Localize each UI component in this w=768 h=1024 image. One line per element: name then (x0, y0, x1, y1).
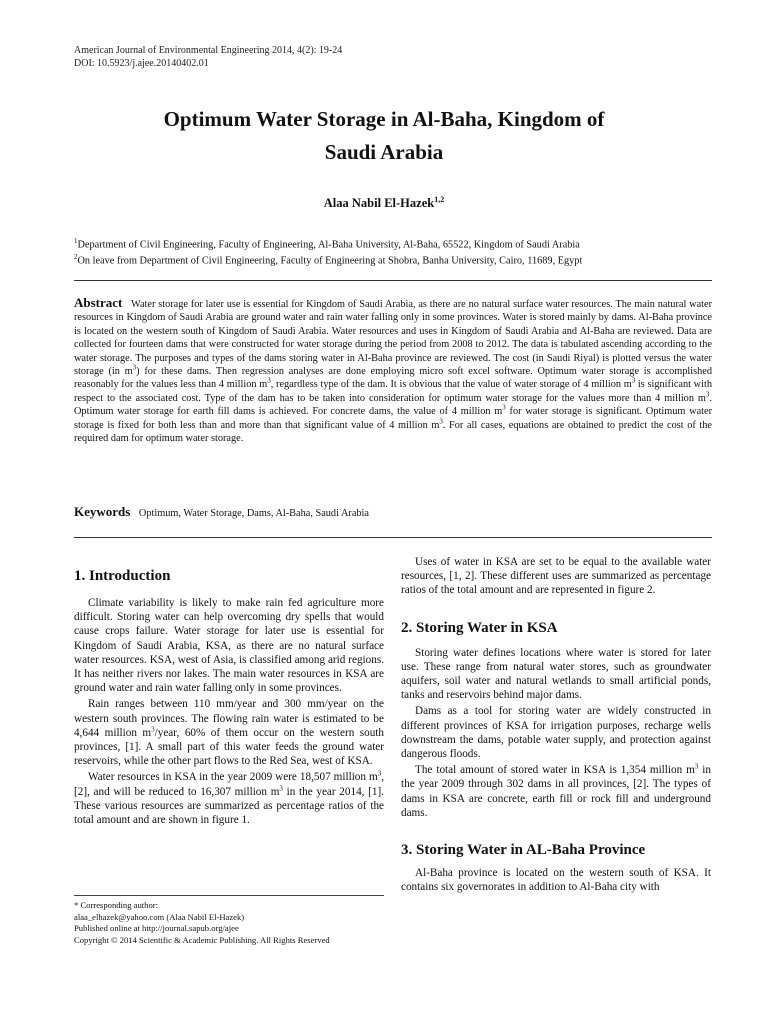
abstract-text: Water storage for later use is essential for Kingdom of Saudi Arabia, as there are no natural surface water resources. The main natural water resources in Kingdom of Saudi Arabia are ground water and rain water falling only in some provinces. Water is stored mainly by dams. Al-Baha province is located on the western south of Kingdom of Saudi Arabia. Water resources and uses in Kingdom of Saudi Arabia and Al-Baha are reviewed. Data are collected for fourteen dams that were constructed for water storage during the period from 2008 to 2012. The data is tabulated ascending according to the water storage. The purposes and types of the dams storing water in Al-Baha province are reviewed. The cost (in Saudi Riyal) is plotted versus the water storage (in m (74, 299, 713, 378)
abstract-text: ) for these dams. Then regression analyses are done employing micro soft excel software. Optimum water storage is accomplished reasonably for the values less than 4 million m (74, 366, 712, 391)
abstract-text: is significant with respect to the associated cost. Type of the dam has to be taken into consideration for optimum water storage for the values more than 4 million m (74, 379, 712, 404)
published-online: Published online at http://journal.sapub.org/ajee (74, 923, 239, 934)
divider-top (74, 280, 712, 281)
paragraph: The total amount of stored water in KSA is 1,354 million $m^3$ in the year 2009 through 302 dams in all provinces, [2]. The types of dams in KSA are concrete, earth fill or rock fill and underground dams. (401, 762, 712, 819)
abstract-text: for water storage is significant. Optimum water storage is fixed for both less than and more than that significant value of 4 million m (74, 406, 713, 431)
footnote-divider (74, 895, 384, 896)
copyright: Copyright © 2014 Scientific & Academic Publishing. All Rights Reserved (74, 934, 330, 945)
divider-bottom (74, 537, 712, 538)
author (0, 195, 768, 211)
paragraph: Water resources in KSA in the year 2009 were 18,507 million $m^3$, [2], and will be reduced to 16,307 million $m^3$ in the year 2014, [1]. These various resources are summarized as percentage ratios of the total amount and are shown in figure 1. (74, 769, 385, 827)
section-heading-storing-water-ksa: 2. Storing Water in KSA (401, 619, 558, 636)
superscript: 3 (267, 377, 271, 386)
superscript: 3 (439, 417, 443, 426)
abstract-text: , regardless type of the dam. It is obvious that the value of water storage of 4 million m (270, 379, 632, 391)
author-name: Alaa Nabil El-Hazek (323, 196, 435, 211)
left-column (74, 566, 384, 829)
author-affil-marks: 1,2 (434, 195, 445, 204)
journal-citation: American Journal of Environmental Engineering 2014, 4(2): 19-24 (74, 45, 343, 56)
paragraph: Uses of water in KSA are set to be equal to the available water resources, [1, 2]. These different uses are summarized as percentage ratios of the total amount and are represented in figure 2. (401, 556, 711, 597)
superscript: 3 (502, 403, 506, 412)
abstract (74, 296, 712, 445)
footnote (74, 900, 384, 946)
affil-mark: 1 (74, 237, 78, 245)
abstract-text: . Optimum water storage for earth fill dams is achieved. For concrete dams, the value of 4 million m (74, 392, 712, 418)
section-heading-al-baha: 3. Storing Water in AL-Baha Province (401, 842, 646, 859)
abstract-label: Abstract (74, 295, 123, 310)
title-line-1: Optimum Water Storage in Al-Baha, Kingdom of (163, 107, 605, 131)
paragraph: Storing water defines locations where water is stored for later use. These range from natural water stores, such as groundwater aquifers, soil water and natural wetlands to small artificial ponds, tanks and reservoirs behind major dams. (401, 646, 711, 702)
paper-title (60, 103, 708, 169)
doi: DOI: 10.5923/j.ajee.20140402.01 (74, 58, 209, 69)
superscript: 3 (132, 363, 137, 372)
paragraph: Al-Baha province is located on the western south of KSA. It contains six governorates in addition to Al-Baha city with (401, 867, 711, 894)
paragraph: Dams as a tool for storing water are widely constructed in different provinces of KSA for irrigation purposes, recharge wells downstream the dams, potable water supply, and protection against dangerous floods. (401, 705, 711, 761)
affil-mark: 2 (74, 253, 78, 262)
affil-text: On leave from Department of Civil Engineering, Faculty of Engineering at Shobra, Banha University, Cairo, 11689, Egypt (77, 255, 583, 267)
keywords-text: Optimum, Water Storage, Dams, Al-Baha, Saudi Arabia (138, 508, 369, 519)
section-heading-introduction: 1. Introduction (74, 568, 171, 584)
paragraph: Rain ranges between 110 mm/year and 300 mm/year on the western south provinces. The flowing rain water is estimated to be 4,644 million $m^3$/year, 60% of them occur on the western south provinces, [1]. A small part of this water feeds the ground water reservoirs, while the other part flows to the Red Sea, west of KSA. (74, 698, 385, 768)
title-line-2: Saudi Arabia (324, 140, 444, 164)
keywords (74, 504, 712, 520)
corresponding-author-label: * Corresponding author: (74, 900, 159, 910)
keywords-label: Keywords (74, 504, 131, 519)
affiliation-2 (74, 251, 694, 267)
affiliation-1 (74, 235, 694, 251)
superscript: 3 (705, 390, 710, 399)
right-column (401, 555, 711, 896)
superscript: 3 (631, 377, 636, 386)
paragraph: Climate variability is likely to make rain fed agriculture more difficult. Storing water can help overcoming dry spells that would cause crops failure. Water storage for later use is essential for Kingdom of Saudi Arabia, KSA, as there are no natural surface water resources. KSA, west of Asia, is classified among arid regions. It has neither rivers nor lakes. The main water resources in KSA are ground water and rain water falling only in some provinces. (74, 597, 384, 695)
affil-text: Department of Civil Engineering, Faculty of Engineering, Al-Baha University, Al-Baha, 65522, Kingdom of Saudi Arabia (77, 239, 580, 251)
journal-header (74, 44, 342, 70)
abstract-text: . For all cases, equations are obtained to predict the cost of the required dam for optimum water storage. (74, 419, 712, 445)
author-email: alaa_elhazek@yahoo.com (Alaa Nabil El-Hazek) (74, 911, 245, 922)
affiliations (74, 235, 694, 268)
